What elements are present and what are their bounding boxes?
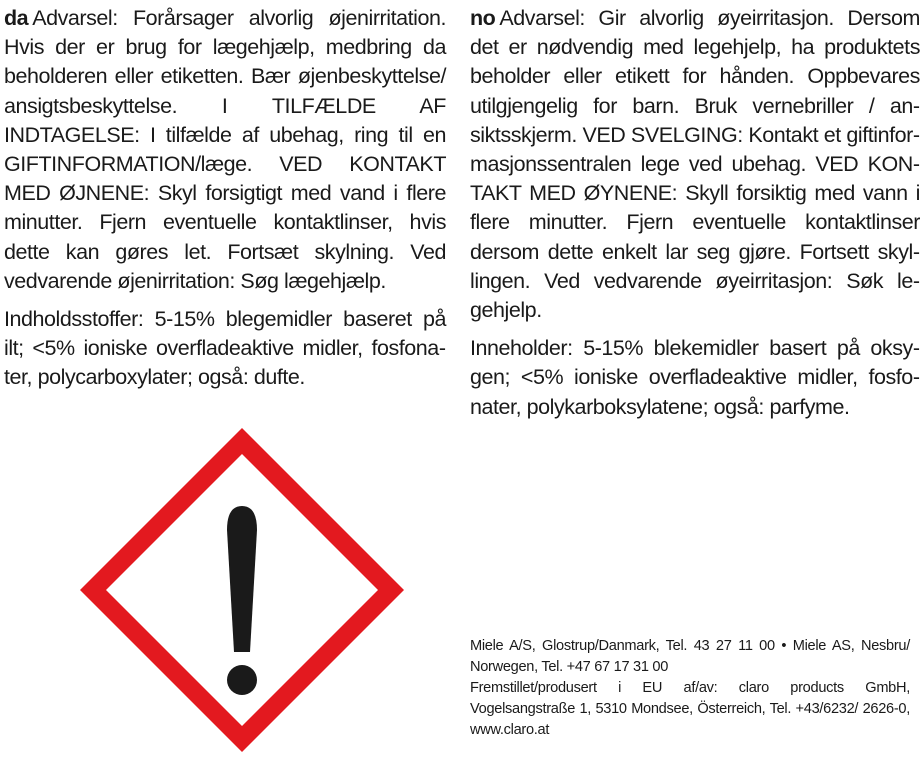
danish-ingredients-text: Indholdsstoffer: 5-15% blegemidler baseret på ilt; <5% ioniske overfladeaktive midler, fosfonater, polycarboxylater; også: dufte. (4, 307, 446, 390)
manufacturer-footer (470, 636, 910, 741)
ghs07-exclamation-mark-icon (74, 422, 410, 758)
norwegian-text-column (470, 4, 920, 431)
distributor-contact-line: Miele A/S, Glostrup/Danmark, Tel. 43 27 11 00 • Miele AS, Nesbru/ Norwegen, Tel. +47 67 17 31 00 (470, 638, 910, 675)
exclamation-mark-dot (227, 665, 257, 695)
norwegian-warning-text: Advarsel: Gir alvorlig øyeirritasjon. Dersom det er nødvendig med legehjelp, ha produktets beholder eller etikett for hånden. Oppbevares utilgjengelig for barn. Bruk vernebriller / ansiktsskjerm. VED SVELGING: Kontakt et giftinformasjonssentralen lege ved ubehag. VED KONTAKT MED ØYNENE: Skyll forsiktig med vann i flere minutter. Fjern eventuelle kontaktlinser dersom dette enkelt lar seg gjøre. Fortsett skyllingen. Ved vedvarende øyeirritasjon: Søk legehjelp. (470, 6, 920, 323)
danish-text-column (4, 4, 446, 402)
language-code-no: no (470, 6, 496, 30)
danish-warning-paragraph (4, 4, 446, 296)
norwegian-ingredients-text: Inneholder: 5-15% blekemidler basert på oksygen; <5% ioniske overfladeaktive midler, fosfonater, polykarboksylatene; også: parfyme. (470, 336, 920, 419)
language-code-da: da (4, 6, 29, 30)
norwegian-warning-paragraph (470, 4, 920, 325)
manufacturer-address-line: Fremstillet/produsert i EU af/av: claro products GmbH, Vogelsangstraße 1, 5310 Mondsee, Österreich, Tel. +43/6232/ 2626-0, www.claro.at (470, 680, 910, 738)
danish-warning-text: Advarsel: Forårsager alvorlig øjenirritation. Hvis der er brug for lægehjælp, medbring da beholderen eller etiketten. Bær øjenbeskyttelse/ ansigtsbeskyttelse. I TILFÆLDE AF INDTAGELSE: I tilfælde af ubehag, ring til en GIFTINFORMATION/læge. VED KONTAKT MED ØJNENE: Skyl forsigtigt med vand i flere minutter. Fjern eventuelle kontaktlinser, hvis dette kan gøres let. Fortsæt skylning. Ved vedvarende øjenirritation: Søg lægehjælp. (4, 6, 446, 293)
